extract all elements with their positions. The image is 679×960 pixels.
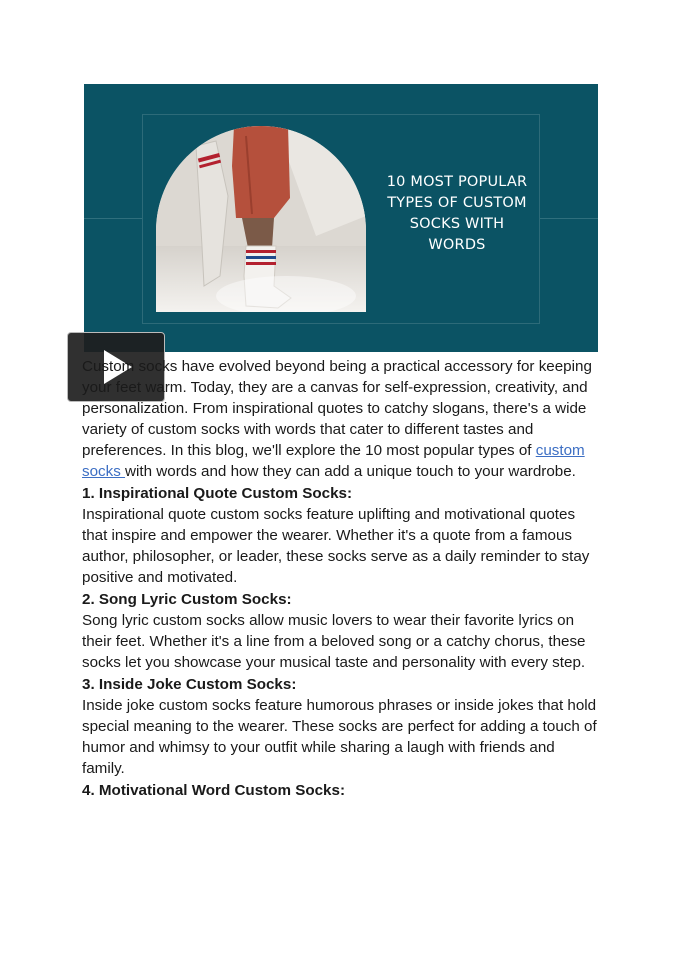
hero-banner bbox=[84, 84, 598, 352]
intro-paragraph bbox=[82, 356, 598, 482]
section-body-1: Inspirational quote custom socks feature uplifting and motivational quotes that inspire and empower the wearer. Whether it's a quote from a famous author, philosopher, or leader, these socks serve as a daily reminder to stay positive and motivated. bbox=[82, 506, 590, 586]
section-heading-4: 4. Motivational Word Custom Socks: bbox=[82, 782, 346, 799]
banner-rule-left bbox=[84, 218, 142, 219]
banner-title: 10 MOST POPULAR TYPES OF CUSTOM SOCKS WITH WORDS bbox=[386, 174, 528, 253]
intro-text-end: with words and how they can add a unique touch to your wardrobe. bbox=[125, 463, 576, 480]
article-body bbox=[82, 356, 598, 801]
custom-socks-link[interactable]: custom socks bbox=[82, 442, 585, 480]
section-heading-3: 3. Inside Joke Custom Socks: bbox=[82, 676, 297, 693]
intro-text-start: Custom socks have evolved beyond being a practical accessory for keeping your feet warm. Today, they are a canvas for self-expression, creativity, and personalization. From inspirational quotes to catchy slogans, there's a wide variety of custom socks with words that cater to different tastes and preferences. In this blog, we'll explore the 10 most popular types of bbox=[82, 358, 592, 459]
section-body-3: Inside joke custom socks feature humorous phrases or inside jokes that hold special meaning to the wearer. These socks are perfect for adding a touch of humor and whimsy to your outfit while sharing a laugh with friends and family. bbox=[82, 697, 597, 777]
section-body-2: Song lyric custom socks allow music lovers to wear their favorite lyrics on their feet. Whether it's a line from a beloved song or a catchy chorus, these socks let you showcase your musical taste and personality with every step. bbox=[82, 612, 586, 671]
banner-rule-right bbox=[540, 218, 598, 219]
section-heading-2: 2. Song Lyric Custom Socks: bbox=[82, 591, 292, 608]
section-heading-1: 1. Inspirational Quote Custom Socks: bbox=[82, 485, 353, 502]
